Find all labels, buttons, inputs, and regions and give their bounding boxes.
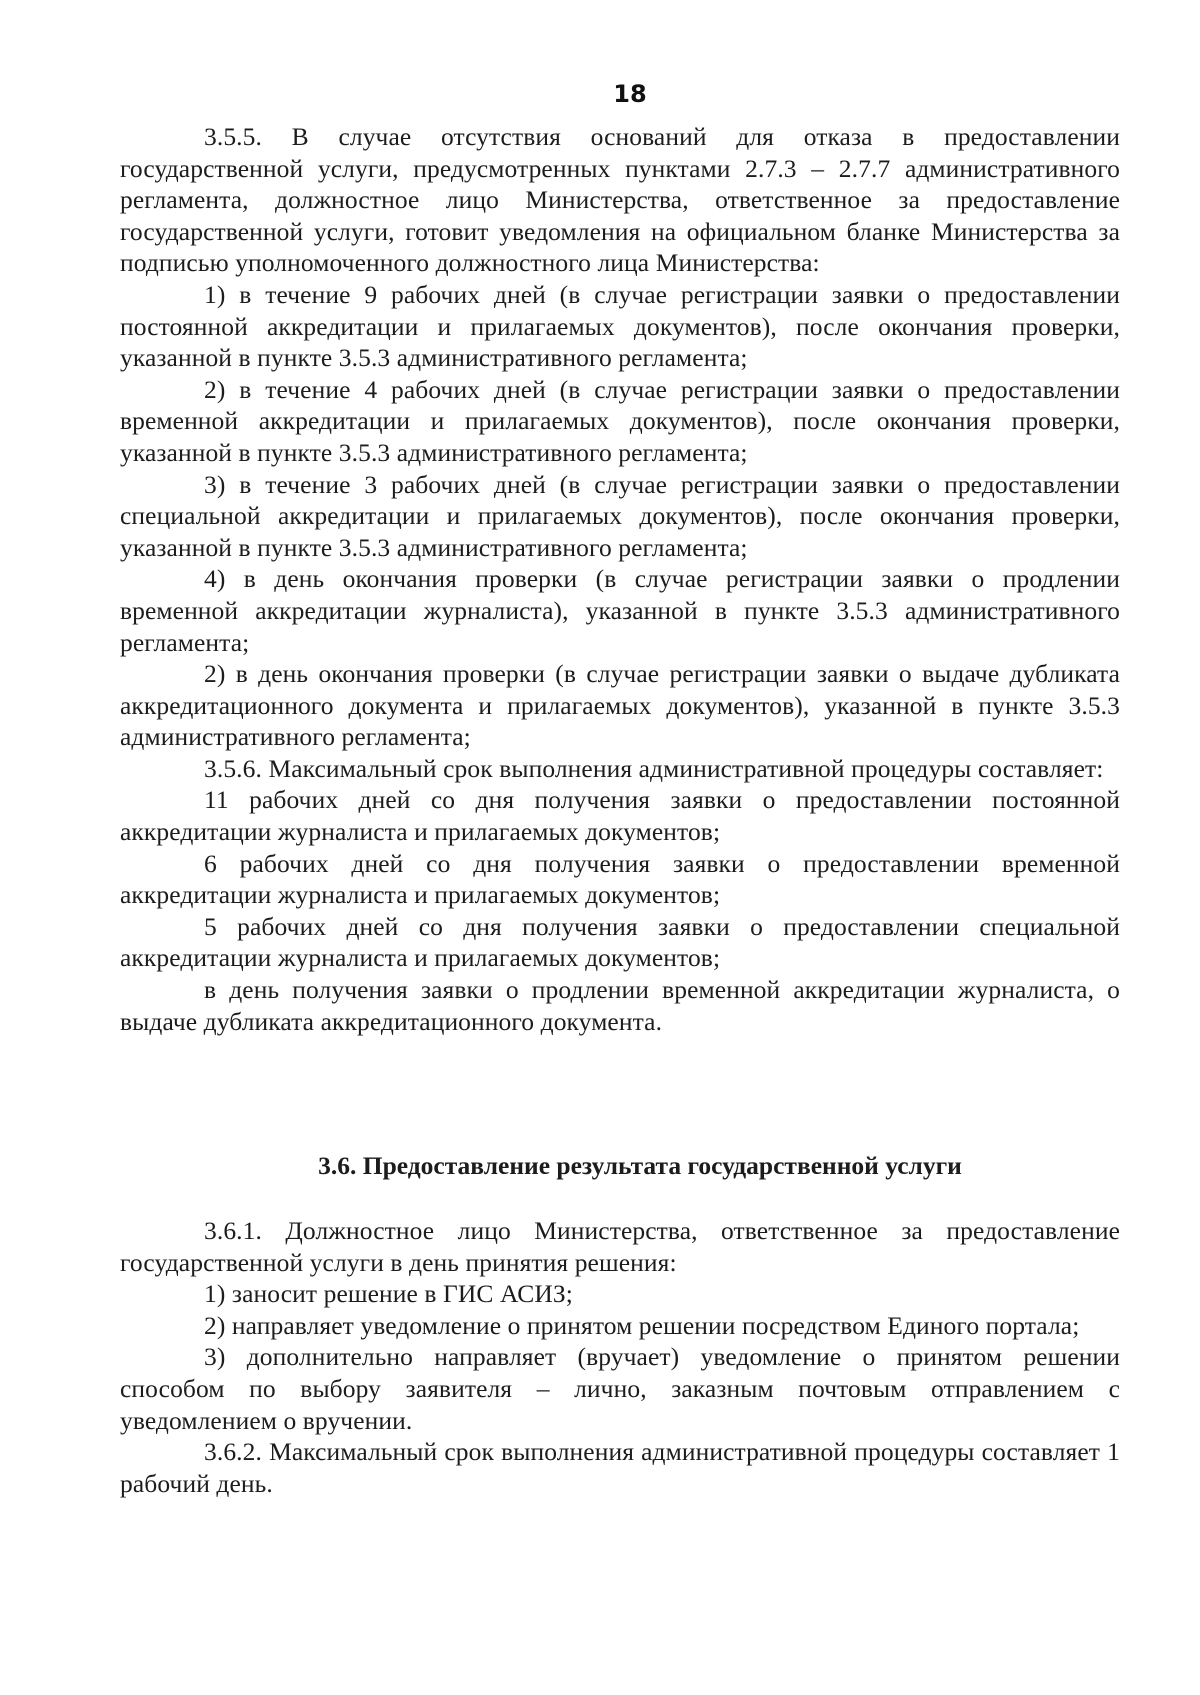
list-item-3: 3) в течение 3 рабочих дней (в случае регистрации заявки о предоставлении специальной аккредитации и прилагаемых документов), после окончания проверки, указанной в пункте 3.5.3 административного регламента; xyxy=(120,469,1120,562)
term-temporary-accreditation: 6 рабочих дней со дня получения заявки о предоставлении временной аккредитации журналиста и прилагаемых документов; xyxy=(120,848,1120,910)
body-text-after-heading xyxy=(120,1215,1120,1499)
term-special-accreditation: 5 рабочих дней со дня получения заявки о предоставлении специальной аккредитации журналиста и прилагаемых документов; xyxy=(120,911,1120,973)
section-heading: 3.6. Предоставление результата государственной услуги xyxy=(318,1151,962,1180)
term-permanent-accreditation: 11 рабочих дней со дня получения заявки о предоставлении постоянной аккредитации журналиста и прилагаемых документов; xyxy=(120,785,1120,847)
paragraph-3-5-5: 3.5.5. В случае отсутствия оснований для отказа в предоставлении государственной услуги, предусмотренных пунктами 2.7.3 – 2.7.7 административного регламента, должностное лицо Министерства, ответственное за предоставление государственной услуги, готовит уведомления на официальном бланке Министерства за подписью уполномоченного должностного лица Министерства: xyxy=(120,122,1120,278)
list-item-2: 2) в течение 4 рабочих дней (в случае регистрации заявки о предоставлении временной аккредитации и прилагаемых документов), после окончания проверки, указанной в пункте 3.5.3 административного регламента; xyxy=(120,374,1120,467)
term-extension-duplicate: в день получения заявки о продлении временной аккредитации журналиста, о выдаче дубликата аккредитационного документа. xyxy=(120,975,1120,1036)
list-item-1: 1) в течение 9 рабочих дней (в случае регистрации заявки о предоставлении постоянной аккредитации и прилагаемых документов), после окончания проверки, указанной в пункте 3.5.3 административного регламента; xyxy=(120,279,1120,373)
paragraph-3-6-1: 3.6.1. Должностное лицо Министерства, ответственное за предоставление государственной услуги в день принятия решения: xyxy=(120,1216,1120,1277)
paragraph-3-5-6: 3.5.6. Максимальный срок выполнения административной процедуры составляет: xyxy=(204,753,1104,783)
list-item-4: 4) в день окончания проверки (в случае регистрации заявки о продлении временной аккредитации журналиста), указанной в пункте 3.5.3 административного регламента; xyxy=(120,564,1120,657)
body-text-before-heading xyxy=(120,121,1120,1037)
action-item-1: 1) заносит решение в ГИС АСИЗ; xyxy=(204,1279,573,1309)
list-item-5: 2) в день окончания проверки (в случае регистрации заявки о выдаче дубликата аккредитационного документа и прилагаемых документов), указанной в пункте 3.5.3 административного регламента; xyxy=(120,659,1120,752)
page-number: 18 xyxy=(613,80,647,108)
paragraph-3-6-2: 3.6.2. Максимальный срок выполнения административной процедуры составляет 1 рабочий день. xyxy=(120,1437,1120,1498)
action-item-2: 2) направляет уведомление о принятом решении посредством Единого портала; xyxy=(204,1310,1080,1340)
action-item-3: 3) дополнительно направляет (вручает) уведомление о принятом решении способом по выбору заявителя – лично, заказным почтовым отправлением с уведомлением о вручении. xyxy=(120,1342,1120,1435)
